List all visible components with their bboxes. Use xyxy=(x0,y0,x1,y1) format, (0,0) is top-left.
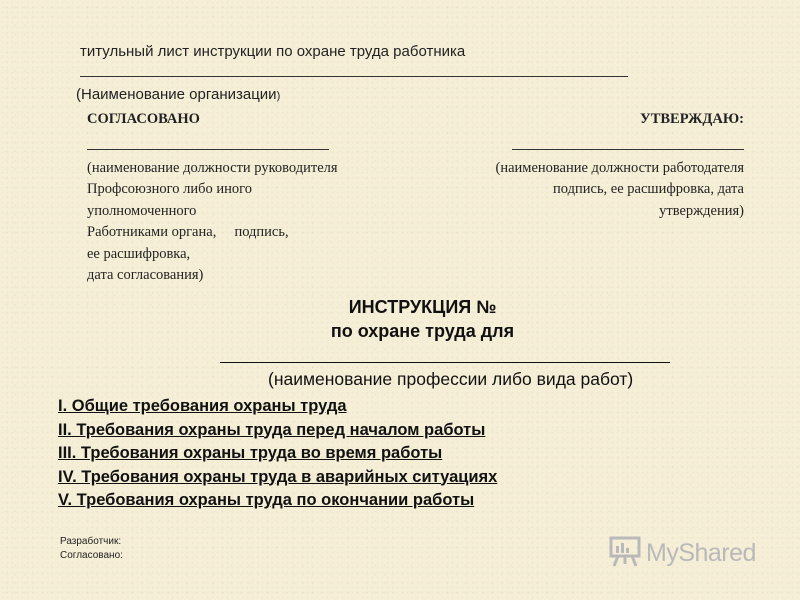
section-link-after-work[interactable]: V. Требования охраны труда по окончании работы xyxy=(58,491,475,509)
document-title: титульный лист инструкции по охране труда работника xyxy=(80,43,466,60)
sections-list xyxy=(58,395,497,513)
agreed-line: уполномоченного xyxy=(87,202,197,219)
agreed-block xyxy=(87,109,338,287)
agreed-line: ее расшифровка, xyxy=(87,245,191,262)
agreed-line: Работниками органа, подпись, xyxy=(87,224,289,240)
approve-line: подпись, ее расшифровка, дата xyxy=(553,181,744,197)
developer-label: Разработчик: xyxy=(60,536,122,547)
approve-block xyxy=(495,109,744,222)
org-caption-text: Наименование организации xyxy=(81,86,277,103)
profession-line xyxy=(220,362,670,363)
section-link-before-work[interactable]: II. Требования охраны труда перед началом работы xyxy=(58,420,486,439)
organization-caption xyxy=(76,86,280,103)
agreed-line: Профсоюзного либо иного xyxy=(87,181,252,197)
approve-line: (наименование должности работодателя xyxy=(495,159,744,176)
agreed-line: дата согласования) xyxy=(87,267,204,283)
agreed-heading: СОГЛАСОВАНО xyxy=(87,111,200,127)
section-link-during-work[interactable]: III. Требования охраны труда во время работы xyxy=(58,444,443,462)
watermark-logo xyxy=(608,534,756,573)
presentation-board-icon xyxy=(608,534,642,573)
section-link-emergency[interactable]: IV. Требования охраны труда в аварийных ситуациях xyxy=(58,467,498,486)
instruction-subtitle: по охране труда для xyxy=(330,321,515,341)
footer-signatures xyxy=(60,535,123,563)
org-caption-close: ) xyxy=(276,90,281,102)
agreed-line: (наименование должности руководителя xyxy=(87,159,338,176)
approve-heading: УТВЕРЖДАЮ: xyxy=(640,111,744,127)
agreed-signature-line xyxy=(87,131,329,150)
instruction-title: ИНСТРУКЦИЯ № xyxy=(348,297,497,317)
watermark-text: MyShared xyxy=(646,539,756,567)
organization-name-line xyxy=(80,76,628,77)
approve-signature-line xyxy=(512,131,744,150)
profession-caption: (наименование профессии либо вида работ) xyxy=(268,369,634,389)
section-link-general[interactable]: I. Общие требования охраны труда xyxy=(58,397,347,415)
approve-line: утверждения) xyxy=(659,202,744,219)
agreed-label: Согласовано: xyxy=(60,550,123,561)
org-caption-open: ( xyxy=(76,86,81,103)
